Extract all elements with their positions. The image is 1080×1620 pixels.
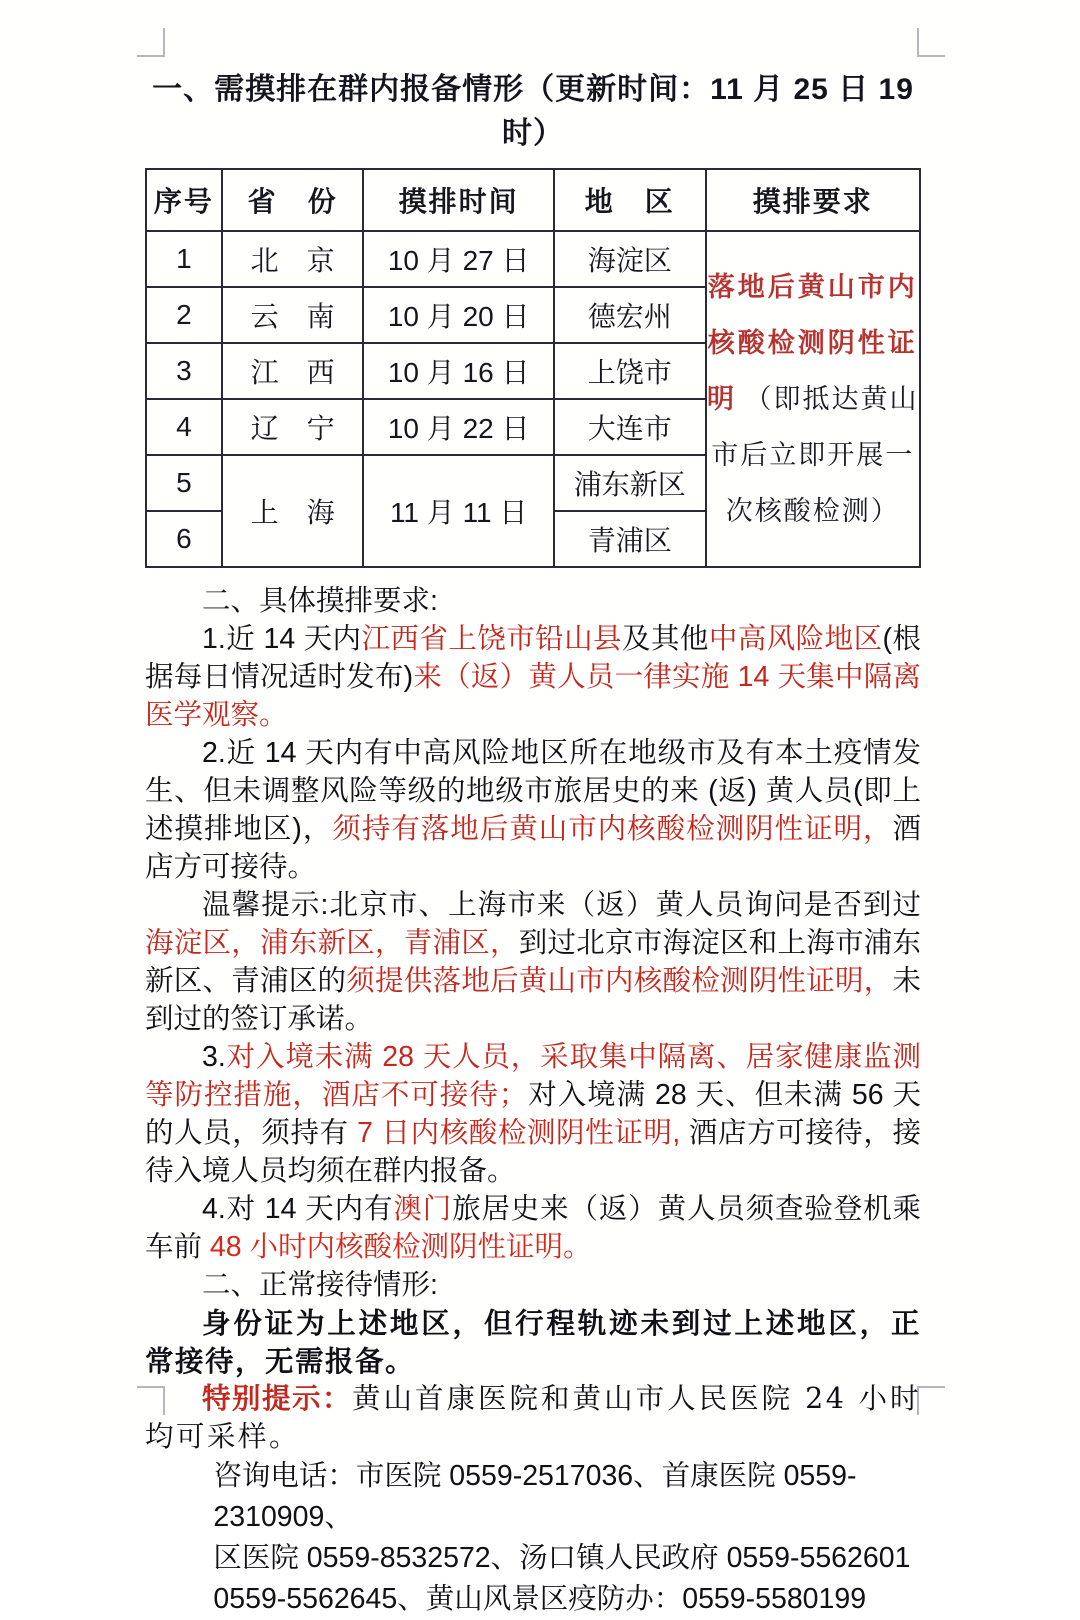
p5-text: 旅居史来（返）黄人员须查验登机乘车前 (145, 1193, 921, 1263)
tips-red-1: 海淀区，浦东新区，青浦区， (145, 927, 519, 959)
p5-red-2: 48 小时内核酸检测阴性证明。 (209, 1231, 592, 1263)
cell-date: 10 月 16 日 (363, 343, 553, 399)
cell-district: 海淀区 (554, 231, 706, 287)
tips-text: 到过北京市海淀区和上海市浦东新区、青浦区的 (145, 927, 921, 997)
cell-no: 1 (146, 231, 222, 287)
p4-text: 3. (202, 1041, 226, 1073)
p2-red-1: 须持有落地后黄山市内核酸检测阴性证明， (332, 813, 893, 845)
cell-no: 2 (146, 287, 222, 343)
tips-red-2: 须提供落地后黄山市内核酸检测阴性证明， (346, 965, 893, 997)
section3-heading: 二、正常接待情形: (202, 1269, 438, 1301)
cell-province: 上 海 (222, 455, 364, 567)
phone-list (213, 1456, 921, 1620)
p1-text: (根据每日情况适时发布) (145, 623, 921, 693)
p1-text: 及其他 (622, 623, 709, 655)
special-note-paragraph (145, 1380, 921, 1456)
idcard-paragraph: 身份证为上述地区，但行程轨迹未到过上述地区，正常接待，无需报备。 (145, 1306, 921, 1378)
p1-text: 1.近 14 天内 (202, 623, 362, 655)
cell-no: 4 (146, 399, 222, 455)
cell-district: 浦东新区 (554, 455, 706, 511)
crop-mark-top-left (137, 28, 165, 57)
cell-district: 大连市 (554, 399, 706, 455)
p4-red-2: 7 日内核酸检测阴性证明, (357, 1117, 681, 1149)
tips-text: 温馨提示:北京市、上海市来（返）黄人员询问是否到过 (202, 889, 921, 921)
special-note-label: 特别提示： (202, 1383, 353, 1415)
cell-no: 3 (146, 343, 222, 399)
screening-table (145, 168, 921, 568)
p2-text: 酒店方可接待。 (145, 813, 921, 883)
p4-text: 酒店方可接待，接待入境人员均须在群内报备。 (145, 1117, 921, 1187)
table-header-row (146, 169, 920, 231)
p1-red-3: 来（返）黄人员一律实施 14 天集中隔离医学观察。 (145, 661, 921, 731)
p2-text: 2.近 14 天内有中高风险地区所在地级市及有本土疫情发生、但未调整风险等级的地级市旅居史的来 (返) 黄人员(即上述摸排地区)， (145, 737, 921, 845)
section2-heading: 二、具体摸排要求: (202, 585, 438, 617)
cell-date: 10 月 27 日 (363, 231, 553, 287)
paragraph-3 (145, 1038, 921, 1190)
phone-line-1: 咨询电话：市医院 0559-2517036、首康医院 0559-2310909、 (213, 1460, 857, 1533)
requirement-red-text: 落地后黄山市内核酸检测阴性证明 (707, 272, 918, 414)
crop-mark-top-right (917, 28, 945, 57)
document-content (145, 64, 921, 1620)
cell-district: 上饶市 (554, 343, 706, 399)
header-date: 摸排时间 (363, 169, 553, 231)
header-no: 序号 (146, 169, 222, 231)
requirement-note-text: （即抵达黄山市后立即开展一次核酸检测） (711, 384, 919, 526)
section1-title: 一、需摸排在群内报备情形（更新时间：11 月 25 日 19 时） (152, 73, 914, 150)
cell-date: 10 月 20 日 (363, 287, 553, 343)
phone-line-2: 区医院 0559-8532572、汤口镇人民政府 0559-5562601 (213, 1542, 911, 1574)
tips-text: 未到过的签订承诺。 (145, 965, 921, 1035)
p5-text: 4.对 14 天内有 (202, 1193, 394, 1225)
header-district: 地 区 (554, 169, 706, 231)
cell-date: 11 月 11 日 (363, 455, 553, 567)
special-note-text: 黄山首康医院和黄山市人民医院 24 小时均可采样。 (145, 1382, 921, 1453)
p4-text: 对入境满 28 天、但未满 56 天的人员，须持有 (145, 1079, 921, 1149)
p1-red-1: 江西省上饶市铅山县 (361, 623, 622, 655)
cell-no: 5 (146, 455, 222, 511)
header-requirement: 摸排要求 (706, 169, 920, 231)
table-row (146, 231, 920, 287)
cell-district: 德宏州 (554, 287, 706, 343)
cell-province: 云 南 (222, 287, 364, 343)
cell-no: 6 (146, 511, 222, 567)
p1-red-2: 中高风险地区 (708, 623, 883, 655)
phone-line-3: 0559-5562645、黄山风景区疫防办：0559-5580199 (213, 1583, 867, 1615)
p4-red-1: 对入境未满 28 天人员，采取集中隔离、居家健康监测等防控措施，酒店不可接待； (145, 1041, 921, 1111)
paragraph-2 (145, 734, 921, 886)
cell-date: 10 月 22 日 (363, 399, 553, 455)
paragraph-tips (145, 886, 921, 1038)
paragraph-1 (145, 620, 921, 734)
cell-province: 江 西 (222, 343, 364, 399)
requirement-cell (706, 231, 920, 567)
cell-district: 青浦区 (554, 511, 706, 567)
paragraph-4 (145, 1190, 921, 1266)
cell-province: 辽 宁 (222, 399, 364, 455)
p5-red-1: 澳门 (393, 1193, 453, 1225)
crop-mark-bottom-right (917, 1386, 945, 1415)
cell-province: 北 京 (222, 231, 364, 287)
header-province: 省 份 (222, 169, 364, 231)
